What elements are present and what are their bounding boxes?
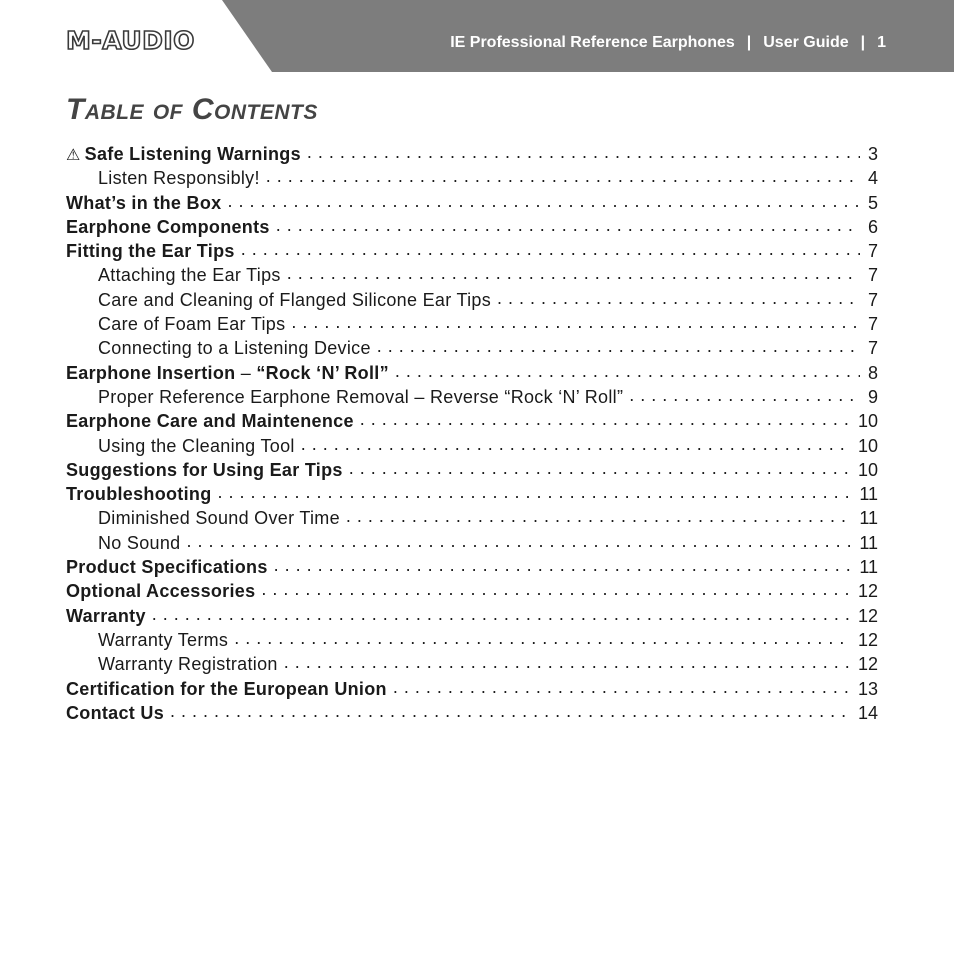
toc-entry[interactable] <box>66 239 878 263</box>
dot-leader <box>393 675 852 699</box>
toc-entry[interactable] <box>66 434 878 458</box>
toc-entry[interactable] <box>66 677 878 701</box>
toc-entry-page: 10 <box>857 411 878 432</box>
toc-entry-label: Optional Accessories <box>66 581 256 602</box>
toc-entry-page: 3 <box>867 144 878 164</box>
dot-leader <box>241 237 860 261</box>
toc-entry-label: Listen Responsibly! <box>98 168 260 189</box>
page-header <box>0 0 954 72</box>
toc-entry-page: 7 <box>867 289 878 310</box>
dot-leader <box>152 602 852 626</box>
toc-entry-page: 7 <box>867 265 878 286</box>
guide-label: User Guide <box>763 34 849 51</box>
toc-entry-page: 7 <box>867 314 878 335</box>
toc-entry-label: Troubleshooting <box>66 484 212 505</box>
toc-entry-label: Proper Reference Earphone Removal – Reverse “Rock ‘N’ Roll” <box>98 386 624 407</box>
page-title: Table of Contents <box>66 93 318 126</box>
toc-entry-label: Care and Cleaning of Flanged Silicone Ear Tips <box>98 289 492 310</box>
toc-entry-page: 14 <box>857 702 878 723</box>
toc-entry-label: Suggestions for Using Ear Tips <box>66 459 343 480</box>
dot-leader <box>274 553 854 577</box>
header-title <box>450 33 886 53</box>
toc-entry-label: No Sound <box>98 532 181 553</box>
dot-leader <box>218 480 854 504</box>
toc-entry-label: Connecting to a Listening Device <box>98 338 371 359</box>
toc-entry-label: Product Specifications <box>66 557 268 578</box>
dot-leader <box>629 383 860 407</box>
toc-entry[interactable] <box>66 628 878 652</box>
toc-entry-label: Care of Foam Ear Tips <box>98 314 286 335</box>
toc-entry-page: 7 <box>867 338 878 359</box>
dot-leader <box>346 504 853 528</box>
toc-entry-label: Diminished Sound Over Time <box>98 508 340 529</box>
dot-leader <box>170 699 852 723</box>
dot-leader <box>186 529 853 553</box>
toc-entry[interactable] <box>66 555 878 579</box>
brand-logo: M-AUDIO <box>66 26 195 55</box>
toc-entry[interactable] <box>66 604 878 628</box>
dot-leader <box>377 334 860 358</box>
toc-entry-label: Warranty <box>66 605 146 626</box>
toc-entry-label: Earphone Components <box>66 216 270 237</box>
toc-entry[interactable] <box>66 385 878 409</box>
toc-entry[interactable] <box>66 652 878 676</box>
dot-leader <box>301 432 852 456</box>
dot-leader <box>291 310 860 334</box>
toc-entry-page: 10 <box>857 435 878 456</box>
toc-entry-page: 13 <box>857 678 878 699</box>
toc-entry[interactable] <box>66 506 878 530</box>
toc-entry-label: What’s in the Box <box>66 192 222 213</box>
toc-entry-label: Fitting the Ear Tips <box>66 241 235 262</box>
dot-leader <box>349 456 852 480</box>
toc-entry[interactable] <box>66 312 878 336</box>
toc-entry-label: Using the Cleaning Tool <box>98 435 295 456</box>
dot-leader <box>234 626 852 650</box>
dot-leader <box>261 577 852 601</box>
toc-entry-label: Earphone Insertion – “Rock ‘N’ Roll” <box>66 362 389 383</box>
toc-entry-page: 11 <box>859 484 878 505</box>
toc-entry-page: 12 <box>857 581 878 602</box>
toc-entry[interactable] <box>66 191 878 215</box>
toc-entry[interactable] <box>66 166 878 190</box>
toc-entry-label: Certification for the European Union <box>66 678 387 699</box>
toc-entry-page: 9 <box>867 386 878 407</box>
toc-entry[interactable] <box>66 336 878 360</box>
toc-entry[interactable] <box>66 458 878 482</box>
toc-entry-label: ⚠ Safe Listening Warnings <box>66 142 301 168</box>
dot-leader <box>266 164 860 188</box>
toc-entry-page: 11 <box>859 532 878 553</box>
dot-leader <box>307 140 860 164</box>
toc-entry[interactable] <box>66 482 878 506</box>
toc-entry-label: Attaching the Ear Tips <box>98 265 281 286</box>
toc-entry-page: 7 <box>867 241 878 262</box>
toc-entry-page: 11 <box>859 557 878 578</box>
toc-entry[interactable] <box>66 579 878 603</box>
dot-leader <box>276 213 860 237</box>
toc-entry[interactable] <box>66 409 878 433</box>
dot-leader <box>287 261 860 285</box>
toc-entry-page: 11 <box>859 508 878 529</box>
toc-entry[interactable] <box>66 531 878 555</box>
toc-entry[interactable] <box>66 361 878 385</box>
toc-entry-label: Warranty Terms <box>98 629 229 650</box>
toc-entry[interactable] <box>66 215 878 239</box>
toc-entry-label: Earphone Care and Maintenence <box>66 411 354 432</box>
toc-entry[interactable] <box>66 142 878 166</box>
dot-leader <box>284 650 852 674</box>
toc-entry-page: 6 <box>867 216 878 237</box>
toc-entry[interactable] <box>66 701 878 725</box>
toc-entry[interactable] <box>66 263 878 287</box>
header-separator: | <box>860 34 866 51</box>
dot-leader <box>360 407 852 431</box>
dot-leader <box>395 359 860 383</box>
product-name: IE Professional Reference Earphones <box>450 34 735 51</box>
toc-entry-label: Contact Us <box>66 702 165 723</box>
toc-entry-page: 4 <box>867 168 878 189</box>
toc-entry-page: 10 <box>857 459 878 480</box>
toc-entry-page: 8 <box>867 362 878 383</box>
table-of-contents <box>66 142 878 725</box>
toc-entry-label: Warranty Registration <box>98 654 278 675</box>
dot-leader <box>497 286 860 310</box>
toc-entry-page: 12 <box>857 605 878 626</box>
toc-entry[interactable] <box>66 288 878 312</box>
page-number: 1 <box>877 34 886 51</box>
toc-entry-page: 5 <box>867 192 878 213</box>
toc-entry-page: 12 <box>857 654 878 675</box>
dot-leader <box>227 189 860 213</box>
toc-entry-page: 12 <box>857 629 878 650</box>
warning-icon: ⚠ <box>66 147 81 164</box>
header-separator: | <box>746 34 752 51</box>
